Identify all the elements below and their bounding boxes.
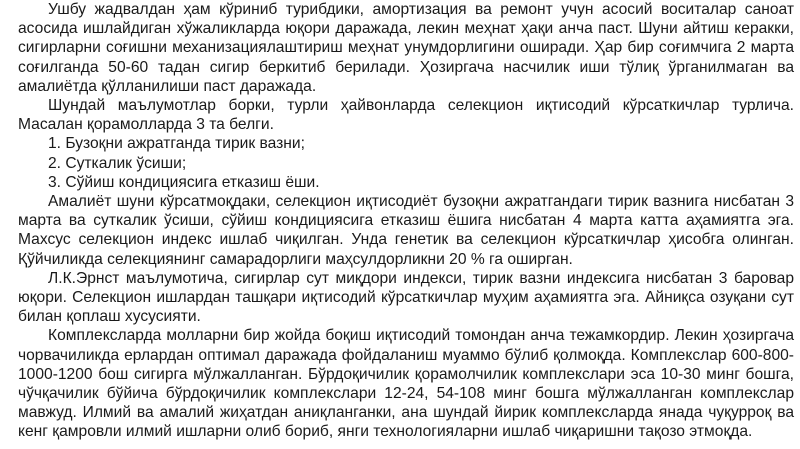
list-item-daily-gain: 2. Суткалик ўсиши; (48, 154, 187, 172)
paragraph-selection-indicators: Шундай маълумотлар борки, турли ҳайвонларда селекцион иқтисодий кўрсаткичлар турлича. Масалан қорамолларда 3 та белги. (18, 97, 794, 134)
paragraph-amortization: Ушбу жадвалдан ҳам кўриниб турибдики, амортизация ва ремонт учун асосий воситалар саноат асосида ишлайдиган хўжаликларда юқори даражада, лекин меҳнат ҳақи анча паст. Шуни айтиш керакки, сигирларни соғишни механизациялаштириш меҳнат унумдорлигини оширади. Ҳар бир соғимчига 2 марта соғилганда 50-60 тадан сигир беркитиб берилади. Ҳозиргача насчилик иши тўлиқ ўрганилмаган ва амалиётда қўлланилиши паст даражада. (18, 1, 794, 95)
list-item-weaning-weight: 1. Бузоқни ажратганда тирик вазни; (48, 135, 305, 153)
paragraph-complexes: Комплексларда молларни бир жойда боқиш иқтисодий томондан анча тежамкордир. Лекин ҳозиргача чорвачиликда ерлардан оптимал даражада фойдаланиш муаммо бўлиб қолмоқда. Комплекслар 600-800-1000-1200 бош сигирга мўлжалланган. Бўрдоқичилик қорамолчилик комплекслари эса 10-30 минг бошга, чўчқачилик бўйича бўрдоқичилик комплекслари 12-24, 54-108 минг бошга мўлжалланган комплекслар мавжуд. Илмий ва амалий жиҳатдан аниқланганки, ана шундай йирик комплексларда янада чуқурроқ ва кенг қамровли илмий ишларни олиб бориб, янги технологияларни ишлаб чиқаришни тақозо этмоқда. (18, 327, 794, 441)
paragraph-ernst: Л.К.Эрнст маълумотича, сигирлар сут миқдори индекси, тирик вазни индексига нисбатан 3 баровар юқори. Селекцион ишлардан ташқари иқтисодий кўрсаткичлар муҳим аҳамиятга эга. Айниқса озуқани сут билан қоплаш хусусияти. (18, 269, 794, 326)
paragraph-practice-shows: Амалиёт шуни кўрсатмоқдаки, селекцион иқтисодиёт бузоқни ажратгандаги тирик вазнига нисбатан 3 марта ва суткалик ўсиши, сўйиш кондициясига етказиш ёшига нисбатан 4 марта катта аҳамиятга эга. Махсус селекцион индекс ишлаб чиқилган. Унда генетик ва селекцион кўрсаткичлар ҳисобга олинган. Қўйчиликда селекциянинг самарадорлиги маҳсулдорликни 20 % га оширган. (18, 193, 794, 268)
list-item-slaughter-age: 3. Сўйиш кондициясига етказиш ёши. (48, 173, 320, 191)
document-page (18, 0, 794, 442)
